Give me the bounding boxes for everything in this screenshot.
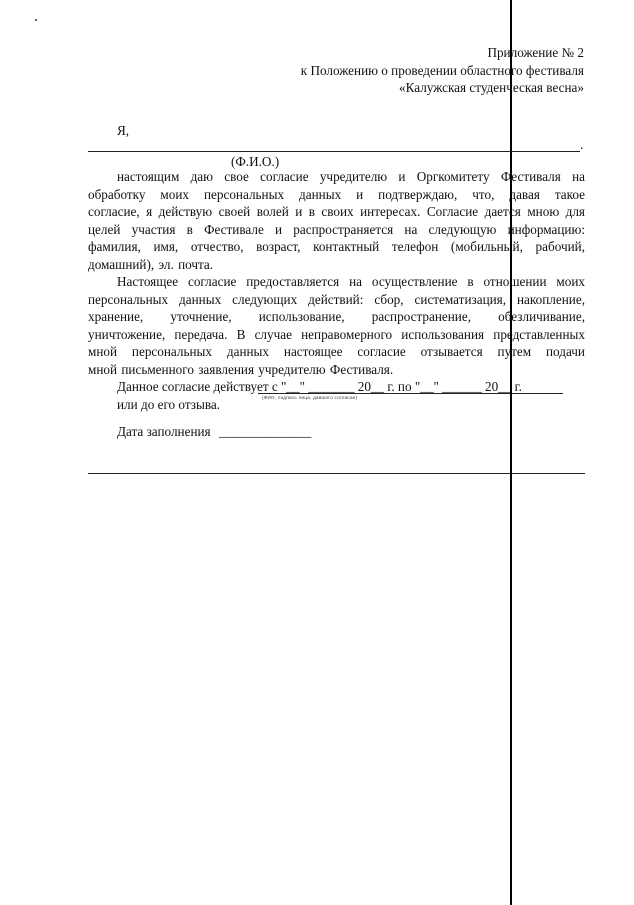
para2-line2: персональных данных следующих действий: сбор, систематизация, накопление,: [88, 292, 585, 307]
para2-line5: мной персональных данных настоящее согласие отзывается путем подачи: [88, 344, 585, 359]
signature-line[interactable]: [258, 393, 563, 394]
ya-label: Я,: [117, 123, 130, 138]
signature-caption: (ФИО, подпись лица, давшего согласие): [262, 395, 358, 400]
name-line[interactable]: [88, 151, 580, 152]
para1-line4: целей участия в Фестивале и распространяется на следующую информацию:: [88, 222, 585, 237]
appendix-title: Приложение № 2: [487, 45, 584, 60]
validity-until-revoked: или до его отзыва.: [117, 397, 221, 412]
para1-line3: согласие, я действую своей волей и в своих интересах. Согласие дается мною для: [88, 204, 585, 219]
para2-line1: Настоящее согласие предоставляется на осуществление в отношении моих: [117, 274, 585, 289]
para1-line5: фамилия, имя, отчество, возраст, контактный телефон (мобильный, рабочий,: [88, 239, 585, 254]
festival-name: «Калужская студенческая весна»: [399, 80, 584, 95]
validity-period: Данное согласие действует с "__" _______ 20__ г. по "__" ______ 20__ г.: [117, 379, 522, 394]
scan-speck: [35, 19, 37, 21]
appendix-subtitle: к Положению о проведении областного фестиваля: [300, 63, 584, 78]
para1-line2: обработку моих персональных данных и подтверждаю, что, давая такое: [88, 187, 585, 202]
fill-date-label: Дата заполнения: [117, 424, 211, 439]
para1-line6: домашний), эл. почта.: [88, 257, 214, 272]
para1-line1: настоящим даю свое согласие учредителю и Оргкомитету Фестиваля на: [117, 169, 585, 184]
scan-fold-line: [510, 0, 512, 905]
para2-line6: мной письменного заявления учредителю Фестиваля.: [88, 362, 394, 377]
fio-caption: (Ф.И.О.): [231, 154, 280, 169]
fill-date-blank[interactable]: ______________: [219, 424, 312, 439]
para2-line3: хранение, уточнение, использование, распространение, обезличивание,: [88, 309, 585, 324]
para2-line4: уничтожение, передача. В случае неправомерного использования представленных: [88, 327, 585, 342]
name-line-dot: .: [580, 137, 584, 152]
